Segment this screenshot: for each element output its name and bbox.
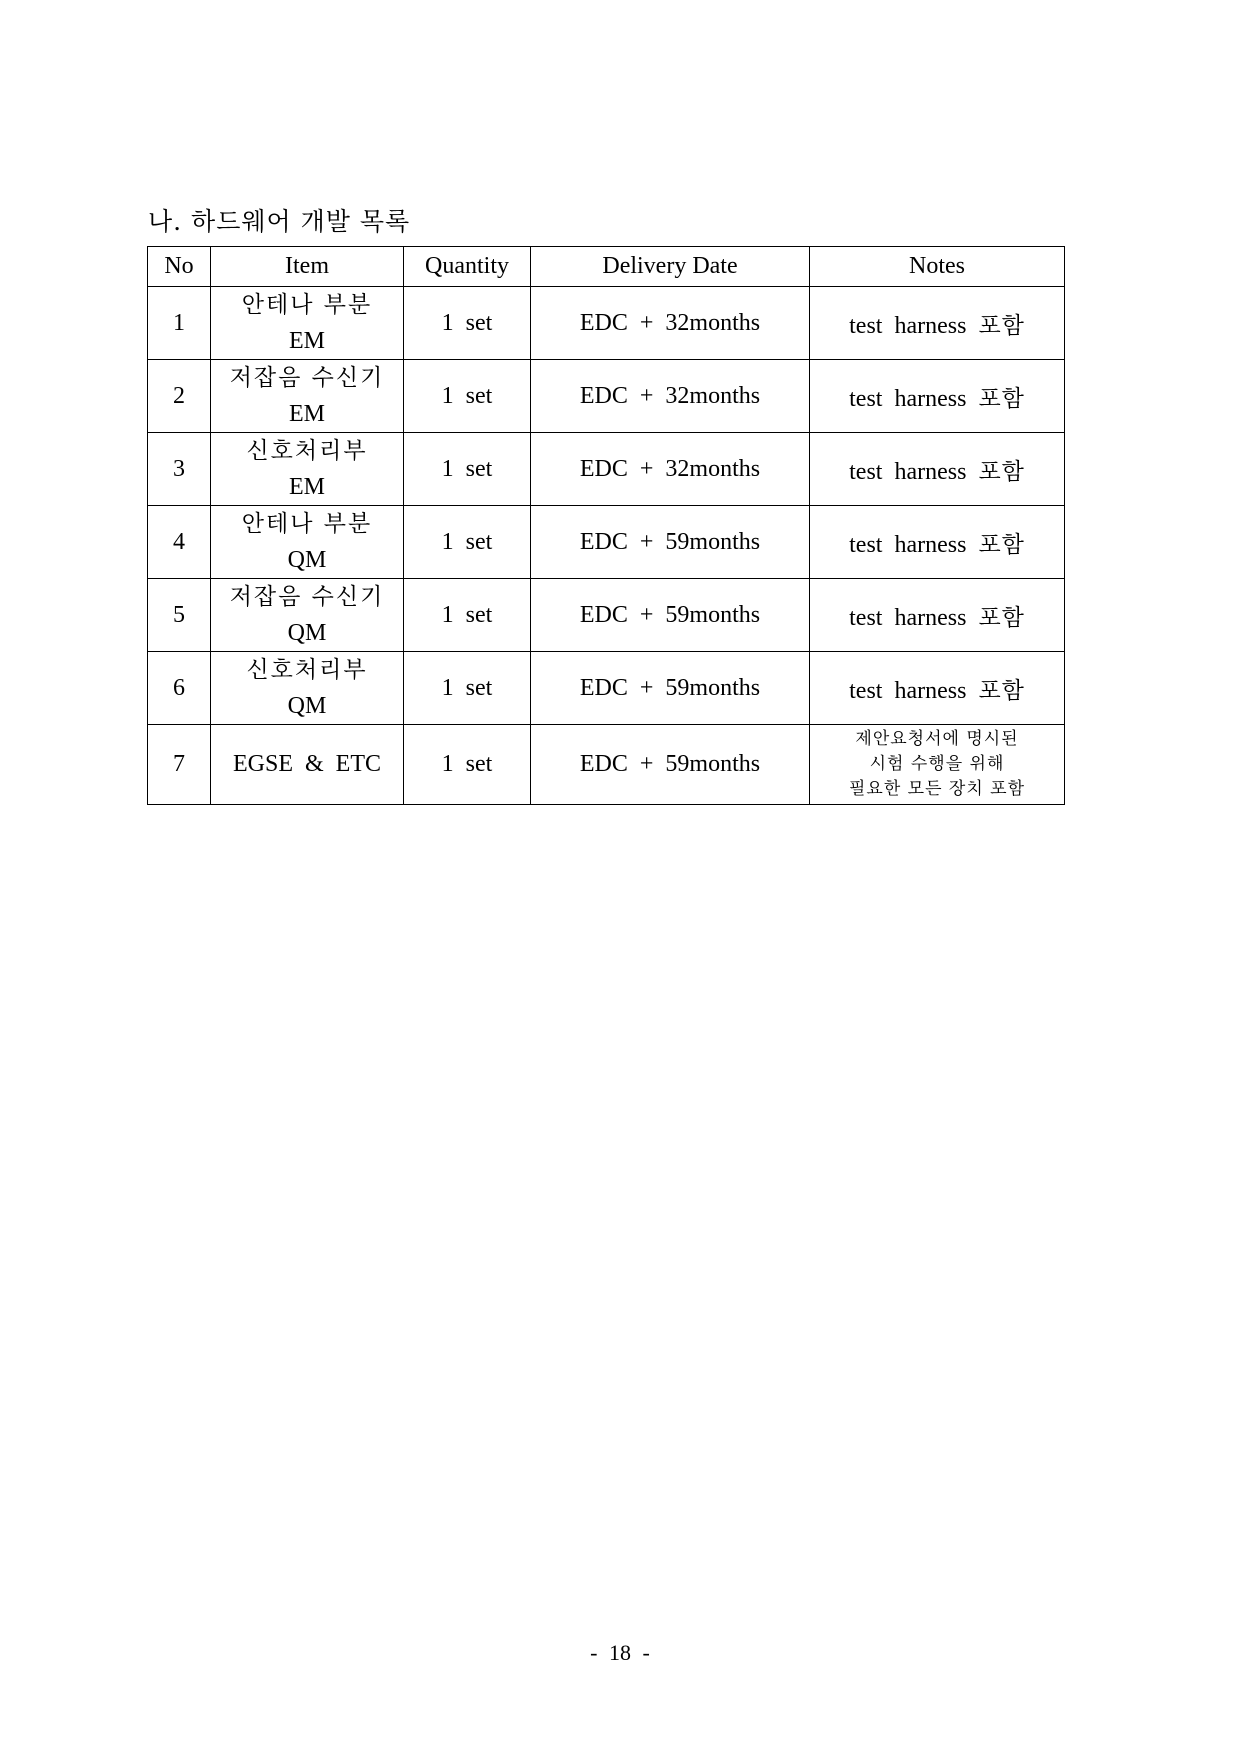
header-item: Item xyxy=(211,247,404,287)
notes-korean: 포함 xyxy=(978,312,1025,339)
table-row xyxy=(148,360,1065,433)
cell-notes xyxy=(810,506,1065,579)
cell-item xyxy=(211,287,404,360)
cell-item: EGSE & ETC xyxy=(211,725,404,805)
section-title: 나. 하드웨어 개발 목록 xyxy=(148,207,411,236)
cell-delivery-date: EDC + 32months xyxy=(531,360,810,433)
notes-line: 필요한 모든 장치 포함 xyxy=(848,779,1025,799)
cell-notes xyxy=(810,360,1065,433)
header-no: No xyxy=(148,247,211,287)
notes-korean: 포함 xyxy=(978,531,1025,558)
notes-line: 시험 수행을 위해 xyxy=(869,754,1005,774)
cell-quantity: 1 set xyxy=(404,506,531,579)
item-name: 안테나 부분 xyxy=(241,511,373,537)
item-model: QM xyxy=(287,693,327,719)
cell-no: 7 xyxy=(148,725,211,805)
page-number: - 18 - xyxy=(590,1640,650,1665)
table-row xyxy=(148,725,1065,805)
table-row xyxy=(148,287,1065,360)
cell-delivery-date: EDC + 32months xyxy=(531,287,810,360)
notes-english: test harness xyxy=(849,458,967,485)
cell-no: 2 xyxy=(148,360,211,433)
cell-notes xyxy=(810,725,1065,805)
cell-notes xyxy=(810,287,1065,360)
table-header-row xyxy=(148,247,1065,287)
cell-item xyxy=(211,652,404,725)
cell-notes xyxy=(810,433,1065,506)
item-name: 저잡음 수신기 xyxy=(229,584,385,610)
item-model: QM xyxy=(287,620,327,646)
item-name: 신호처리부 xyxy=(246,657,368,683)
cell-quantity: 1 set xyxy=(404,433,531,506)
header-notes: Notes xyxy=(810,247,1065,287)
cell-item xyxy=(211,360,404,433)
cell-quantity: 1 set xyxy=(404,725,531,805)
notes-korean: 포함 xyxy=(978,677,1025,704)
notes-english: test harness xyxy=(849,531,967,558)
cell-no: 4 xyxy=(148,506,211,579)
item-model: EM xyxy=(289,328,325,354)
cell-quantity: 1 set xyxy=(404,579,531,652)
item-model: QM xyxy=(287,547,327,573)
item-model: EM xyxy=(289,401,325,427)
notes-korean: 포함 xyxy=(978,385,1025,412)
notes-korean: 포함 xyxy=(978,458,1025,485)
cell-no: 6 xyxy=(148,652,211,725)
table-row xyxy=(148,652,1065,725)
cell-delivery-date: EDC + 59months xyxy=(531,579,810,652)
cell-quantity: 1 set xyxy=(404,360,531,433)
cell-delivery-date: EDC + 59months xyxy=(531,506,810,579)
header-delivery-date: Delivery Date xyxy=(531,247,810,287)
hardware-development-table xyxy=(147,246,1065,805)
notes-english: test harness xyxy=(849,312,967,339)
table-row xyxy=(148,506,1065,579)
table-row xyxy=(148,579,1065,652)
cell-delivery-date: EDC + 59months xyxy=(531,725,810,805)
notes-english: test harness xyxy=(849,677,967,704)
cell-notes xyxy=(810,579,1065,652)
table-row xyxy=(148,433,1065,506)
header-quantity: Quantity xyxy=(404,247,531,287)
cell-item xyxy=(211,579,404,652)
cell-no: 5 xyxy=(148,579,211,652)
cell-quantity: 1 set xyxy=(404,652,531,725)
item-model: EM xyxy=(289,474,325,500)
notes-english: test harness xyxy=(849,604,967,631)
item-name: 신호처리부 xyxy=(246,438,368,464)
item-name: 안테나 부분 xyxy=(241,292,373,318)
item-name: 저잡음 수신기 xyxy=(229,365,385,391)
cell-item xyxy=(211,506,404,579)
cell-delivery-date: EDC + 32months xyxy=(531,433,810,506)
cell-item xyxy=(211,433,404,506)
notes-korean: 포함 xyxy=(978,604,1025,631)
notes-english: test harness xyxy=(849,385,967,412)
cell-notes xyxy=(810,652,1065,725)
cell-no: 3 xyxy=(148,433,211,506)
cell-quantity: 1 set xyxy=(404,287,531,360)
cell-no: 1 xyxy=(148,287,211,360)
notes-line: 제안요청서에 명시된 xyxy=(855,729,1019,749)
cell-delivery-date: EDC + 59months xyxy=(531,652,810,725)
